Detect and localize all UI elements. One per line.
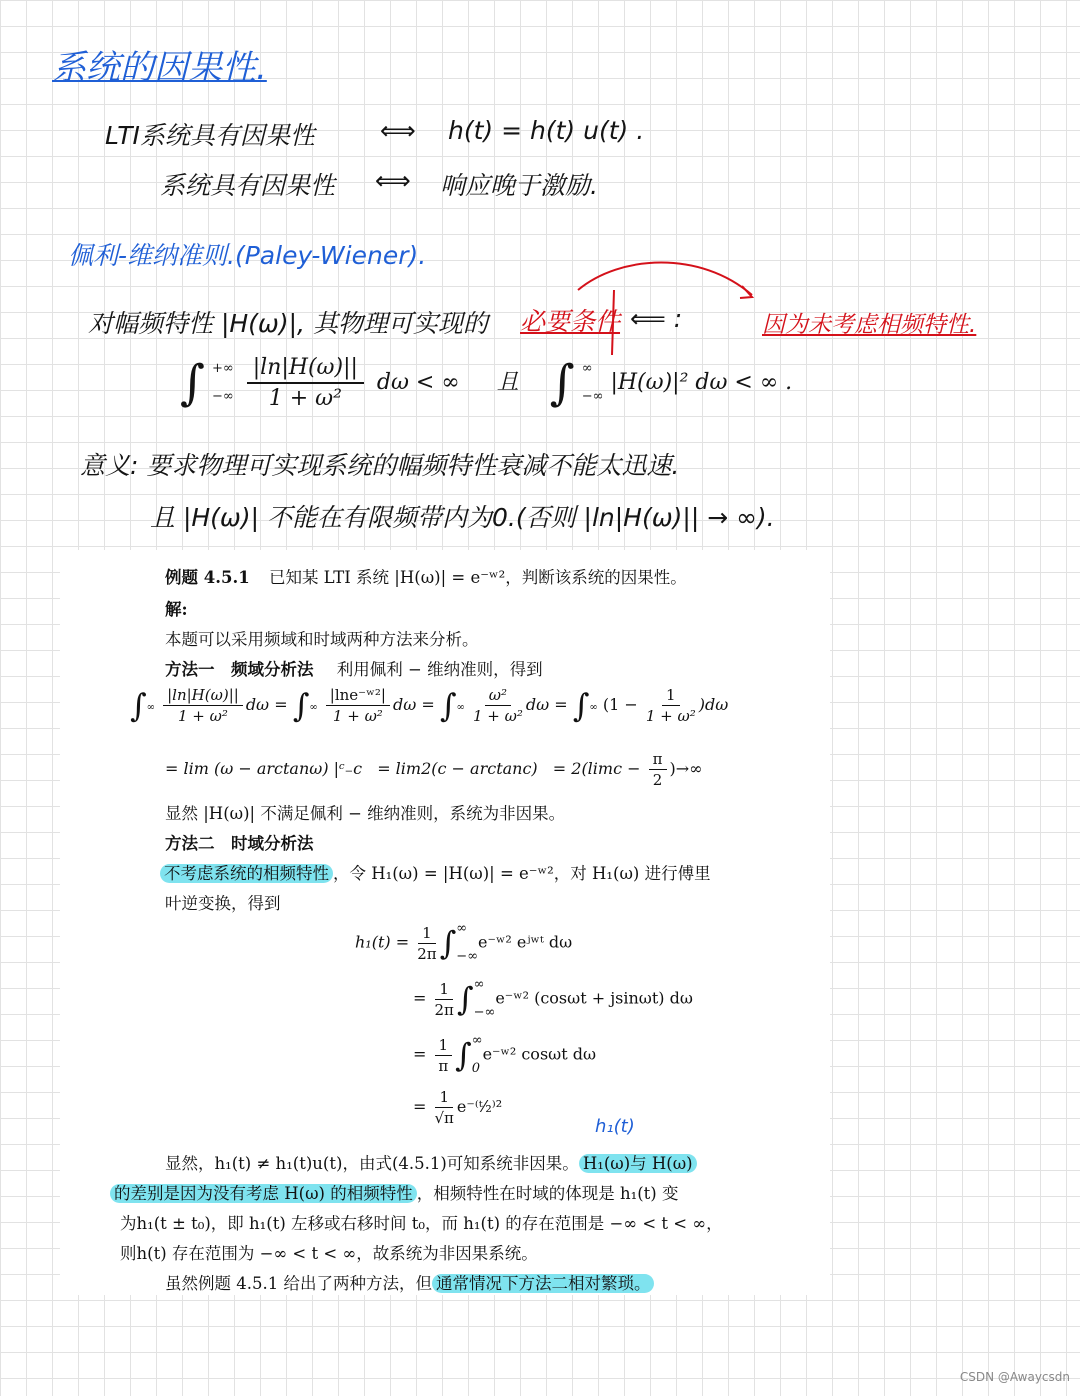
solution-label: 解: [165, 600, 188, 619]
h1-step4-den: √π [434, 1109, 454, 1127]
eq2-c: = 2(limc − [552, 759, 641, 778]
eq1-d-den: 1 + ω² [645, 707, 696, 725]
eq1-a-den: 1 + ω² [178, 707, 228, 725]
h1-step3-upper: ∞ [471, 1033, 483, 1048]
para2-highlight: 通常情况下方法二相对繁琐。 [432, 1274, 655, 1293]
eq2-tail: )→∞ [669, 759, 703, 778]
h1-step3-num: 1 [435, 1036, 453, 1056]
notes-title: 系统的因果性. [52, 48, 267, 88]
para2-a: 虽然例题 4.5.1 给出了两种方法，但 [165, 1274, 432, 1293]
h1-eq3: e⁻ʷ² cosωt dω [482, 1044, 596, 1064]
method2-highlight: 不考虑系统的相频特性 [160, 864, 333, 883]
condition-text: 对幅频特性 |H(ω)|, 其物理可实现的 [88, 309, 488, 338]
para1-b: ，相频特性在时域的体现是 h₁(t) 变 [416, 1184, 679, 1203]
integral-sign-1: ∫ [180, 355, 206, 411]
h1-step1-limits [456, 922, 478, 964]
eq1-c-num: ω² [485, 686, 511, 706]
h1-step1-num: 1 [418, 924, 436, 944]
integral1-upper: +∞ [212, 361, 234, 376]
example-text: 已知某 LTI 系统 |H(ω)| = e⁻ʷ²，判断该系统的因果性。 [268, 568, 687, 587]
method2-label: 方法二 时域分析法 [165, 834, 314, 853]
freq-equation-1: ∫∞ $\frac{|\ln|H(\omega)||}{\text{1 + ω²}}$ dω = ∫∞ $\frac{\text{|lne⁻ʷ²|}}{\text{1 + ω²}}$ dω = ∫∞ $\frac{\text{ω²}}{\text{1 + ω²}}$ dω = ∫∞ (1 − $\frac{1}{\text{1 + ω²}}$ )dω [130, 686, 729, 725]
integral2-lower: −∞ [581, 389, 604, 404]
textbook-excerpt [60, 550, 830, 1295]
para1-line3: 为h₁(t ± t₀)，即 h₁(t) 左移或右移时间 t₀，而 h₁(t) 的存在范围是 −∞ < t < ∞， [120, 1214, 723, 1233]
example-label: 例题 4.5.1 [165, 568, 250, 587]
h1-step4-num: 1 [435, 1088, 453, 1108]
line2-left: 系统具有因果性 [160, 171, 336, 200]
condition-tail: ⟸ : [630, 304, 683, 333]
h1-step-1: h₁(t) = $\frac{1}{2\pi}$ ∫∞ −∞e⁻ʷ² eʲʷᵗ dω [355, 921, 573, 964]
integral1-denominator: 1 + ω² [268, 386, 342, 411]
para2-line [165, 1270, 654, 1294]
conclusion1: 显然 |H(ω)| 不满足佩利 − 维纳准则，系统为非因果。 [165, 804, 566, 823]
eq2-b: = lim2(c − arctanc) [377, 759, 538, 778]
line1-right: h(t) = h(t) u(t) . [448, 116, 645, 145]
eq1-a-num: |ln|H(ω)|| [163, 686, 243, 706]
method1-text: 利用佩利 − 维纳准则，得到 [336, 660, 543, 679]
integral-and: 且 [496, 370, 519, 395]
para1-line1 [165, 1150, 697, 1174]
eq1-c-den: 1 + ω² [472, 707, 523, 725]
eq1-d-num: 1 [662, 686, 680, 706]
equivalence-arrow-2: ⟺ [375, 166, 411, 195]
h1-lhs: h₁(t) [355, 932, 391, 952]
csdn-watermark: CSDN @Awaycsdn [959, 1370, 1070, 1384]
integral1-numerator: |ln|H(ω)|| [247, 355, 364, 384]
h1-step1-lower: −∞ [456, 949, 479, 964]
criterion-heading: 佩利-维纳准则.(Paley-Wiener). [68, 241, 427, 270]
h1-step-2: = $\frac{1}{2\pi}$ ∫∞ −∞e⁻ʷ² (cosωt + jsinωt) dω [413, 977, 693, 1020]
h1-step2-upper: ∞ [473, 977, 485, 992]
method2-line2: 叶逆变换，得到 [165, 894, 281, 913]
h1-step2-den: 2π [434, 1000, 454, 1019]
condition-red: 必要条件 [520, 307, 621, 336]
red-vertical-stroke [612, 290, 614, 355]
h1-step3-den: π [438, 1056, 449, 1075]
h1-step2-limits [474, 978, 496, 1020]
integral1-tail: dω < ∞ [376, 370, 460, 395]
eq1-d: (1 − [602, 695, 638, 714]
meaning-line-2: 且 |H(ω)| 不能在有限频带内为0.(否则 |ln|H(ω)|| → ∞). [150, 503, 775, 532]
para1-line4: 则h(t) 存在范围为 −∞ < t < ∞，故系统为非因果系统。 [120, 1244, 538, 1263]
h1-step2-lower: −∞ [473, 1005, 496, 1020]
meaning-line: 意义: 要求物理可实现系统的幅频特性衰减不能太迅速. [80, 451, 680, 480]
integral1-lower: −∞ [212, 389, 234, 404]
equivalence-arrow-1: ⟺ [380, 116, 416, 145]
h1-step1-upper: ∞ [456, 921, 468, 936]
line1-left: LTI系统具有因果性 [105, 121, 315, 150]
method1-line [165, 656, 543, 680]
freq-equation-2 [165, 750, 702, 789]
h1-step3-lower: 0 [471, 1061, 480, 1076]
eq1-b-den: 1 + ω² [332, 707, 383, 725]
integral2-body: |H(ω)|² dω < ∞ . [610, 370, 793, 395]
line2-right: 响应晚于激励. [440, 171, 598, 200]
eq1-d-tail: )dω [698, 695, 729, 714]
eq2-a: = lim (ω − arctanω) |ᶜ₋c [165, 759, 363, 778]
eq2-pi-num: π [649, 750, 667, 770]
side-note: 因为未考虑相频特性. [762, 312, 977, 338]
h1-step3-limits [472, 1034, 483, 1076]
para1-highlight-2: 的差别是因为没有考虑 H(ω) 的相频特性 [110, 1184, 417, 1203]
example-line [165, 564, 687, 588]
h1-eq2: e⁻ʷ² (cosωt + jsinωt) dω [495, 988, 693, 1008]
h1-annotation: h₁(t) [595, 1116, 635, 1137]
h1-step-3: = $\frac{1}{\pi}$ ∫∞ 0e⁻ʷ² cosωt dω [413, 1033, 596, 1076]
eq2-pi-den: 2 [652, 771, 663, 789]
para1-line2 [110, 1180, 678, 1204]
red-arrow-curve [578, 263, 752, 296]
method1-label: 方法一 频域分析法 [165, 660, 314, 679]
h1-step1-den: 2π [417, 944, 437, 963]
eq1-b-num: |lne⁻ʷ²| [326, 686, 390, 706]
h1-step-4: = $\frac{1}{√\pi}$ e⁻⁽ᵗ⁄₂⁾² [413, 1088, 503, 1127]
h1-eq1: e⁻ʷ² eʲʷᵗ dω [478, 932, 573, 952]
integral2-upper: ∞ [581, 361, 593, 376]
h1-step2-num: 1 [435, 980, 453, 1000]
para1-highlight: H₁(ω)与 H(ω) [579, 1154, 697, 1173]
intro-text: 本题可以采用频域和时域两种方法来分析。 [165, 630, 479, 649]
integral-sign-2: ∫ [549, 355, 575, 411]
method2-line [160, 860, 711, 884]
h1-eq4: e⁻⁽ᵗ⁄₂⁾² [456, 1097, 503, 1116]
para1-a: 显然，h₁(t) ≠ h₁(t)u(t)，由式(4.5.1)可知系统非因果。 [165, 1154, 579, 1173]
method2-text: ，令 H₁(ω) = |H(ω)| = e⁻ʷ²，对 H₁(ω) 进行傅里 [333, 864, 711, 883]
